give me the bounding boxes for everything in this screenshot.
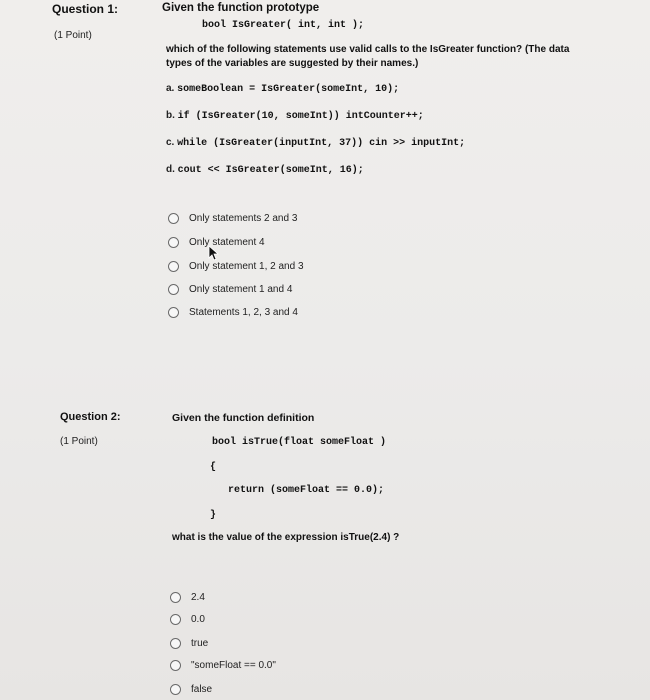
radio-button[interactable]: [170, 660, 181, 671]
q1-option-3[interactable]: [168, 257, 304, 275]
mouse-pointer-icon: [208, 245, 220, 261]
option-label: "someFloat == 0.0": [191, 659, 276, 671]
statement-b: [166, 110, 424, 122]
option-label: false: [191, 683, 213, 695]
radio-button[interactable]: [170, 592, 181, 603]
question-1-prompt-line1: which of the following statements use valid calls to the IsGreater function? (The data: [166, 44, 570, 55]
radio-button[interactable]: [170, 638, 181, 649]
statement-code: if (IsGreater(10, someInt)) intCounter++;: [177, 111, 424, 122]
q1-option-4[interactable]: [168, 280, 292, 298]
question-2: [0, 395, 650, 700]
q1-option-5[interactable]: [168, 303, 298, 321]
question-2-title: Question 2:: [60, 411, 121, 423]
question-2-points: (1 Point): [60, 436, 98, 447]
option-label: 2.4: [191, 591, 205, 603]
question-1-header: Given the function prototype: [162, 2, 320, 14]
radio-button[interactable]: [170, 684, 181, 695]
q1-option-1[interactable]: [168, 209, 297, 227]
q2-option-3[interactable]: [170, 634, 208, 652]
question-1-prompt-line2: types of the variables are suggested by their names.): [166, 58, 419, 69]
statement-code: while (IsGreater(inputInt, 37)) cin >> inputInt;: [177, 138, 466, 149]
code-line-3: return (someFloat == 0.0);: [228, 485, 385, 496]
statement-d: [166, 164, 364, 176]
code-line-2: {: [210, 462, 217, 473]
q2-option-1[interactable]: [170, 588, 205, 606]
radio-button[interactable]: [168, 261, 179, 272]
option-label: true: [191, 637, 209, 649]
option-label: Only statement 1 and 4: [189, 283, 293, 295]
question-1-points: (1 Point): [54, 30, 92, 41]
question-2-header: Given the function definition: [172, 412, 315, 424]
option-label: Only statements 2 and 3: [189, 212, 298, 224]
option-label: Only statement 4: [189, 236, 265, 248]
statement-a: [166, 83, 399, 95]
question-2-prompt: what is the value of the expression isTrue(2.4) ?: [172, 532, 400, 543]
statement-c: [166, 137, 465, 149]
option-label: Statements 1, 2, 3 and 4: [189, 306, 298, 318]
q2-option-4[interactable]: [170, 656, 276, 674]
statement-label: d.: [166, 164, 175, 175]
code-line-1: bool isTrue(float someFloat ): [212, 437, 387, 448]
radio-button[interactable]: [168, 237, 179, 248]
radio-button[interactable]: [168, 213, 179, 224]
option-label: Only statement 1, 2 and 3: [189, 260, 304, 272]
statement-code: cout << IsGreater(someInt, 16);: [177, 165, 364, 176]
radio-button[interactable]: [168, 284, 179, 295]
question-1-prototype: bool IsGreater( int, int );: [202, 20, 365, 31]
statement-code: someBoolean = IsGreater(someInt, 10);: [177, 84, 400, 95]
option-label: 0.0: [191, 613, 205, 625]
q2-option-2[interactable]: [170, 610, 205, 628]
code-line-4: }: [210, 510, 217, 521]
radio-button[interactable]: [170, 614, 181, 625]
statement-label: a.: [166, 83, 175, 94]
question-1-title: Question 1:: [52, 2, 119, 16]
statement-label: b.: [166, 110, 175, 121]
statement-label: c.: [166, 137, 175, 148]
radio-button[interactable]: [168, 307, 179, 318]
q2-option-5[interactable]: [170, 680, 212, 698]
